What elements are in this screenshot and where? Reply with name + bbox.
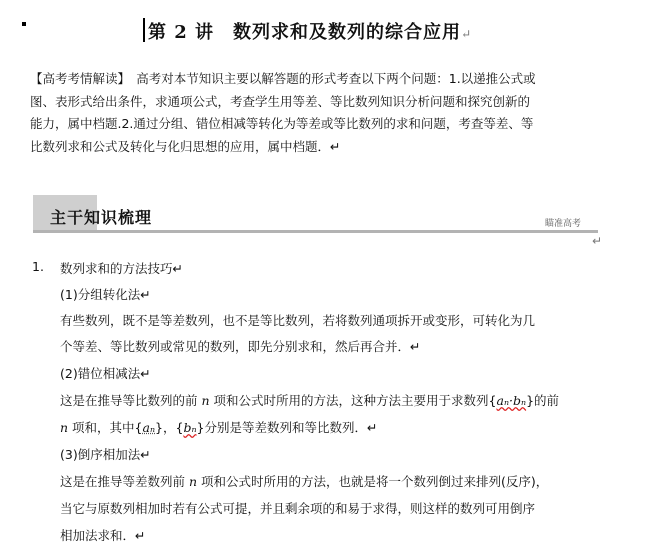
page-title-text: 第 2 讲 数列求和及数列的综合应用 xyxy=(148,22,462,43)
list-item-number: 1. xyxy=(32,259,44,274)
variable-n: n xyxy=(189,474,198,489)
section-divider xyxy=(33,230,598,233)
intro-line: 比数列求和公式及转化与化归思想的应用，属中档题．↵ xyxy=(30,138,341,154)
body-line xyxy=(60,418,377,436)
paragraph-mark-icon: ↵ xyxy=(461,27,473,41)
subheading-misaligned: (2)错位相减法↵ xyxy=(60,366,151,381)
variable-an: aₙ xyxy=(142,420,156,435)
variable-n: n xyxy=(201,393,210,408)
bullet-marker xyxy=(22,22,26,26)
paragraph-mark-icon: ↵ xyxy=(592,234,603,248)
text-run: }，{ xyxy=(155,420,184,435)
body-line: 个等差、等比数列或常见的数列，即先分别求和，然后再合并．↵ xyxy=(60,339,421,354)
variable-anbn: aₙ·bₙ xyxy=(496,393,527,408)
intro-paragraph xyxy=(30,68,605,158)
intro-line: 图、表形式给出条件，求通项公式，考查学生用等差、等比数列知识分析问题和探究创新的 xyxy=(30,93,531,109)
text-run: 项和，其中{ xyxy=(72,420,143,435)
text-run: }的前 xyxy=(526,393,560,408)
variable-bn: bₙ xyxy=(183,420,197,435)
text-run: 这是在推导等比数列的前 xyxy=(60,393,198,408)
text-cursor-bar xyxy=(143,18,145,42)
body-line xyxy=(60,472,548,490)
subheading-grouping: (1)分组转化法↵ xyxy=(60,287,151,302)
list-item-title: 数列求和的方法技巧↵ xyxy=(60,261,183,276)
intro-line: 【高考考情解读】 高考对本节知识主要以解答题的形式考查以下两个问题：1.以递推公式或 xyxy=(30,71,536,86)
body-line: 相加法求和．↵ xyxy=(60,528,146,543)
intro-line: 能力，属中档题.2.通过分组、错位相减等转化为等差或等比数列的求和问题，考查等差、等 xyxy=(30,116,534,131)
text-run: 项和公式时所用的方法，这种方法主要用于求数列{ xyxy=(213,393,497,408)
variable-n: n xyxy=(60,420,69,435)
body-line: 当它与原数列相加时若有公式可提，并且剩余项的和易于求得，则这样的数列可用倒序 xyxy=(60,501,536,516)
text-run: 这是在推导等差数列前 xyxy=(60,474,186,489)
page-title xyxy=(148,18,472,44)
body-line: 有些数列，既不是等差数列，也不是等比数列，若将数列通项拆开或变形，可转化为几 xyxy=(60,313,536,328)
section-title: 主干知识梳理 xyxy=(50,208,153,227)
text-run: }分别是等差数列和等比数列．↵ xyxy=(196,420,378,435)
section-tag: 瞄准高考 xyxy=(545,219,582,229)
body-line xyxy=(60,391,559,409)
subheading-reverse: (3)倒序相加法↵ xyxy=(60,447,151,462)
text-run: 项和公式时所用的方法，也就是将一个数列倒过来排列(反序)， xyxy=(201,474,549,489)
